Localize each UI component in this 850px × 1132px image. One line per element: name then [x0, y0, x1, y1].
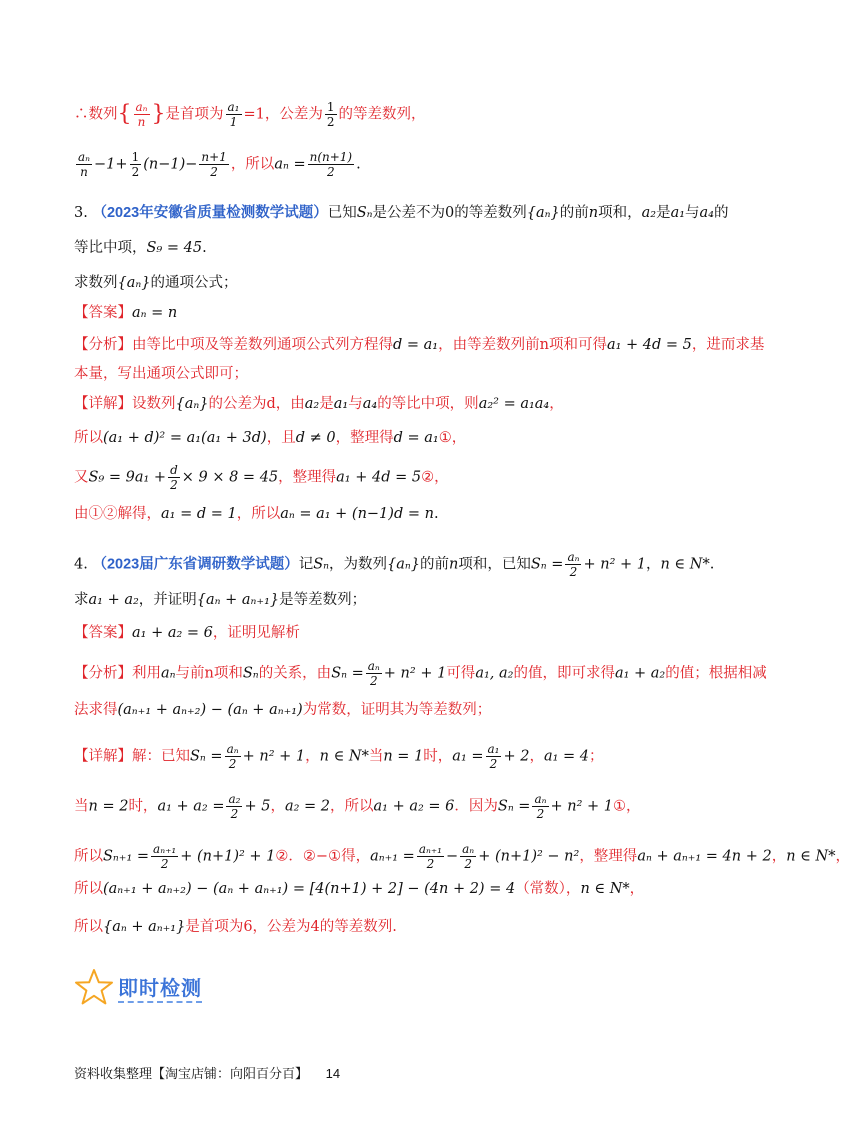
denominator: 2	[326, 115, 335, 129]
denominator: n	[137, 115, 146, 129]
text: 所以	[74, 881, 103, 897]
star-outline-icon	[74, 968, 114, 1006]
math: a₁ + a₂ = 6	[373, 798, 455, 815]
section-underline	[118, 1001, 202, 1003]
fraction	[460, 842, 476, 871]
fraction	[76, 150, 92, 179]
question-number: 4.	[74, 556, 88, 573]
equation-marker: ①	[438, 430, 452, 446]
numerator: n+1	[201, 150, 227, 164]
math: a₁ = 4	[543, 748, 590, 765]
question-4-analysis-line-2	[74, 697, 730, 723]
text: 又	[74, 469, 89, 486]
math: −	[446, 848, 459, 865]
math: Sₙ =	[530, 556, 564, 573]
numerator: a₂	[228, 792, 241, 806]
math: + 2	[503, 748, 530, 765]
conclusion-line-1	[74, 100, 730, 129]
text: 当	[74, 798, 89, 815]
question-4-analysis	[74, 659, 767, 688]
math: a₂ = 2	[284, 798, 330, 815]
question-4-ask	[74, 587, 730, 613]
denominator: 2	[426, 857, 435, 871]
text: ，	[305, 748, 320, 765]
math: + (n+1)² + 1	[180, 848, 276, 865]
question-4-step-1	[74, 792, 730, 821]
denominator: 2	[210, 165, 218, 179]
text: ．因为	[454, 798, 498, 815]
text: ，证明见解析	[212, 625, 300, 641]
math: Sₙ =	[190, 748, 223, 765]
section-title: 即时检测	[118, 978, 202, 1000]
math: Sₙ =	[331, 665, 364, 682]
text: 是首项为	[165, 106, 224, 123]
math: (aₙ₊₁ + aₙ₊₂) − (aₙ + aₙ₊₁) = [4(n+1) + 2] − (4n + 2) = 4	[103, 881, 516, 897]
question-number: 3.	[74, 205, 88, 221]
fraction	[199, 150, 228, 179]
question-4-answer	[74, 620, 730, 646]
fraction	[565, 550, 581, 579]
text: 项和，	[598, 205, 642, 221]
fraction	[130, 150, 142, 179]
text: 的公差为d，由	[208, 396, 305, 412]
text: 由等比中项及等差数列通项公式列方程得	[132, 337, 393, 353]
text: 解：已知	[132, 748, 190, 765]
math: a₁ + a₂ = 6	[132, 625, 213, 641]
question-3-step-3	[74, 501, 730, 527]
text: （常数），	[515, 881, 581, 897]
text: 所以	[74, 848, 103, 865]
text: .	[202, 240, 207, 256]
math: a₁ + a₂	[88, 592, 139, 608]
text: 记	[298, 556, 314, 573]
fraction	[417, 842, 444, 871]
text: .	[433, 506, 439, 522]
math: {aₙ + aₙ₊₁}	[103, 919, 186, 935]
question-4-step-2	[74, 842, 850, 871]
math: Sₙ₊₁ =	[103, 848, 150, 865]
text: .	[709, 556, 715, 573]
numerator: aₙ₊₁	[153, 842, 177, 856]
denominator: 2	[327, 165, 335, 179]
text: 是公差不为0的等差数列	[372, 205, 527, 221]
question-3-detail	[74, 391, 730, 417]
text: 与前n项和	[175, 665, 243, 682]
text: ，	[835, 848, 850, 865]
math: (a₁ + d)² = a₁(a₁ + 3d)	[103, 430, 267, 446]
math: {aₙ}	[175, 396, 209, 412]
question-4-conclusion	[74, 914, 730, 940]
math: n ∈ N*	[786, 848, 836, 865]
fraction	[151, 842, 178, 871]
text: 项和，已知	[458, 556, 531, 573]
text: 的值；根据相减	[665, 665, 767, 682]
math: aₙ	[161, 665, 176, 682]
question-3-line-2	[74, 235, 730, 261]
denominator: 2	[230, 807, 239, 821]
text: 所以	[74, 919, 103, 935]
fraction	[532, 792, 548, 821]
numerator: 1	[131, 150, 140, 164]
math: a₂	[304, 396, 320, 412]
numerator: aₙ	[135, 100, 148, 114]
text: 与	[348, 396, 363, 412]
brace-open: {	[117, 101, 132, 127]
math: d ≠ 0	[295, 430, 336, 446]
question-3-answer	[74, 300, 730, 326]
math: Sₙ	[356, 205, 373, 221]
text: 是	[319, 396, 334, 412]
analysis-tag: 【分析】	[74, 337, 132, 353]
math: Sₙ	[242, 665, 259, 682]
text: 的前	[559, 205, 589, 221]
analysis-tag: 【分析】	[74, 665, 132, 682]
text: ∴数列	[74, 106, 118, 123]
document-page	[74, 0, 850, 1132]
text: 的前	[420, 556, 450, 573]
math: {aₙ}	[387, 556, 421, 573]
math: n ∈ N*	[660, 556, 710, 573]
math: aₙ = n	[132, 305, 178, 321]
math: + n² + 1	[583, 556, 646, 573]
page-number: 14	[325, 1066, 341, 1081]
detail-tag: 【详解】	[74, 396, 132, 412]
math: n	[449, 556, 459, 573]
math: + n² + 1	[242, 748, 306, 765]
denominator: 2	[369, 674, 378, 688]
question-4-detail	[74, 742, 730, 771]
denominator: 2	[464, 857, 472, 871]
math: d = a₁	[393, 337, 439, 353]
conclusion-line-2	[74, 150, 730, 179]
text: 与	[685, 205, 700, 221]
brace-close: }	[151, 101, 166, 127]
text: ，	[549, 396, 564, 412]
math: {aₙ}	[117, 275, 151, 291]
text: ，并证明	[138, 592, 197, 608]
math: S₉ = 45	[146, 240, 203, 256]
numerator: aₙ₊₁	[418, 842, 442, 856]
math: + n² + 1	[550, 798, 614, 815]
text: 求数列	[74, 275, 118, 291]
denominator: 2	[489, 757, 498, 771]
answer-tag: 【答案】	[74, 625, 132, 641]
numerator: aₙ	[78, 150, 91, 164]
question-4-step-3	[74, 876, 730, 902]
text: 的值，即可求得	[513, 665, 615, 682]
question-3-ask	[74, 270, 730, 296]
denominator: 2	[569, 565, 578, 579]
page-footer	[74, 1063, 340, 1082]
equation-marker: ②	[275, 848, 289, 865]
text: 设数列	[132, 396, 176, 412]
numerator: aₙ	[567, 550, 580, 564]
text: 时，	[423, 748, 453, 765]
math: d = a₁	[393, 430, 439, 446]
numerator: aₙ	[462, 842, 475, 856]
numerator: a₁	[487, 742, 500, 756]
math: n ∈ N*	[580, 881, 630, 897]
question-3-step-2	[74, 463, 730, 492]
question-3-analysis	[74, 332, 765, 358]
text: 求	[74, 592, 89, 608]
text: ，	[270, 798, 285, 815]
math: {aₙ + aₙ₊₁}	[196, 592, 280, 608]
math: n = 1	[383, 748, 424, 765]
fraction	[325, 100, 337, 129]
text: ，所以	[330, 798, 374, 815]
fraction	[134, 100, 150, 129]
text: ，且	[266, 430, 296, 446]
fraction	[225, 742, 241, 771]
text: 当	[368, 748, 384, 765]
math: Sₙ	[313, 556, 330, 573]
question-3-analysis-line-2	[74, 361, 730, 387]
question-source: （2023届广东省调研数学试题）	[92, 556, 299, 573]
math: −1+	[94, 156, 128, 173]
numerator: n(n+1)	[309, 150, 353, 164]
math: + (n+1)² − n²	[478, 848, 580, 865]
math: {aₙ}	[526, 205, 560, 221]
math: a₂² = a₁a₄	[478, 396, 550, 412]
math: a₂	[641, 205, 657, 221]
text: 利用	[132, 665, 161, 682]
text: ，	[626, 798, 641, 815]
math: aₙ = a₁ + (n−1)d = n	[280, 506, 434, 522]
numerator: d	[170, 463, 178, 477]
text: ，整理得	[278, 469, 337, 486]
math: a₄	[699, 205, 714, 221]
denominator: 2	[131, 165, 140, 179]
denominator: 2	[160, 857, 169, 871]
math: aₙ₊₁ =	[370, 848, 415, 865]
math: a₁	[333, 396, 349, 412]
math: n ∈ N*	[319, 748, 369, 765]
math: a₁ + a₂ =	[157, 798, 225, 815]
math: Sₙ =	[497, 798, 531, 815]
text: ，整理得	[579, 848, 638, 865]
math: aₙ =	[274, 156, 306, 173]
fraction	[226, 792, 242, 821]
math: a₁, a₂	[475, 665, 514, 682]
text: 法求得	[74, 702, 118, 718]
math: a₁	[670, 205, 686, 221]
math: S₉ = 9a₁ +	[88, 469, 167, 486]
math: × 9 × 8 = 45	[181, 469, 279, 486]
detail-tag: 【详解】	[74, 748, 132, 765]
question-3-line-1	[74, 200, 730, 226]
denominator: 2	[170, 478, 178, 492]
numerator: aₙ	[534, 792, 547, 806]
text: ，整理得	[335, 430, 394, 446]
text: ．②−①得，	[288, 848, 371, 865]
fraction	[168, 463, 180, 492]
equation-marker: ②	[421, 469, 435, 486]
text: ，所以	[236, 506, 281, 522]
math: + 5	[244, 798, 271, 815]
denominator: n	[80, 165, 88, 179]
text: ，	[645, 556, 661, 573]
text: =1，公差为	[243, 106, 323, 123]
math: a₁ = d = 1	[161, 506, 237, 522]
text: 是	[656, 205, 671, 221]
math: (aₙ₊₁ + aₙ₊₂) − (aₙ + aₙ₊₁)	[117, 702, 303, 718]
text: 的通项公式；	[150, 275, 238, 291]
fraction	[226, 100, 242, 129]
fraction	[486, 742, 502, 771]
text: 已知	[327, 205, 357, 221]
question-4-line-1	[74, 550, 730, 579]
denominator: 2	[228, 757, 237, 771]
text: ，	[434, 469, 449, 486]
text: ，进而求基	[691, 337, 765, 353]
numerator: aₙ	[367, 659, 380, 673]
text: ，	[451, 430, 467, 446]
math: a₁ + a₂	[614, 665, 666, 682]
text: .	[356, 156, 361, 173]
denominator: 2	[536, 807, 545, 821]
question-source: （2023年安徽省质量检测数学试题）	[92, 205, 328, 221]
text: ，所以	[230, 156, 275, 173]
text: 所以	[74, 430, 103, 446]
numerator: 1	[326, 100, 335, 114]
math: n	[588, 205, 599, 221]
footer-text: 资料收集整理【淘宝店铺：向阳百分百】	[74, 1066, 309, 1081]
fraction	[308, 150, 355, 179]
numerator: aₙ	[226, 742, 239, 756]
denominator: 1	[229, 115, 238, 129]
text: 是等差数列；	[279, 592, 367, 608]
text: 等比中项，	[74, 240, 147, 256]
text: 可得	[446, 665, 476, 682]
fraction	[366, 659, 382, 688]
numerator: a₁	[227, 100, 240, 114]
text: 的	[714, 205, 729, 221]
text: 的关系，由	[258, 665, 332, 682]
equation-marker: ①	[613, 798, 627, 815]
text: ，	[529, 748, 544, 765]
math: + n² + 1	[383, 665, 447, 682]
math: a₁ + 4d = 5	[606, 337, 692, 353]
math: a₄	[362, 396, 378, 412]
text: ，	[629, 881, 645, 897]
text: 本量，写出通项公式即可；	[74, 366, 248, 382]
text: 的等比中项，则	[377, 396, 479, 412]
question-3-step-1	[74, 425, 730, 451]
text: 的等差数列，	[338, 106, 426, 123]
text: ，为数列	[329, 556, 388, 573]
text: ，	[771, 848, 787, 865]
text: 是首项为6，公差为4的等差数列.	[185, 919, 397, 935]
text: 由①②解得，	[74, 506, 161, 522]
text: ；	[589, 748, 604, 765]
section-heading	[74, 968, 274, 1008]
answer-tag: 【答案】	[74, 305, 132, 321]
math: a₁ =	[452, 748, 484, 765]
text: 时，	[128, 798, 158, 815]
math: aₙ + aₙ₊₁ = 4n + 2	[637, 848, 772, 865]
math: a₁ + 4d = 5	[336, 469, 422, 486]
math: (n−1)−	[143, 156, 198, 173]
text: ，由等差数列前n项和可得	[438, 337, 607, 353]
text: 为常数，证明其为等差数列；	[302, 702, 492, 718]
math: n = 2	[88, 798, 129, 815]
